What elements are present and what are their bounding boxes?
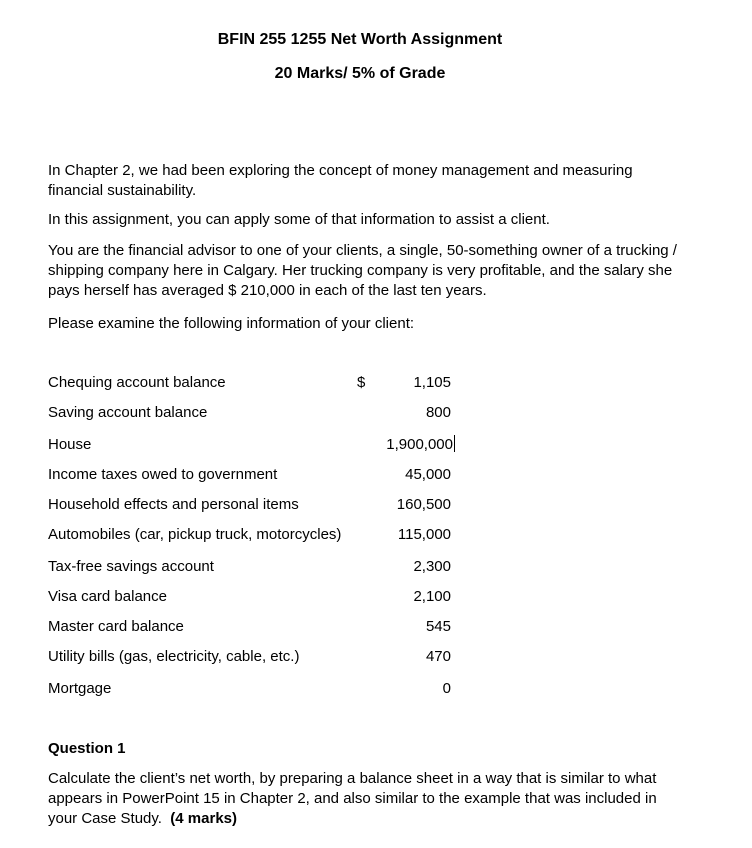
item-label-tfsa: Tax-free savings account: [48, 558, 214, 575]
item-label-house: House: [48, 436, 92, 453]
question-heading: Question 1: [48, 740, 126, 757]
item-label-saving: Saving account balance: [48, 404, 208, 421]
item-label-mortgage: Mortgage: [48, 680, 112, 697]
item-value-saving: 800: [425, 404, 451, 421]
assignment-paragraph: In this assignment, you can apply some of that information to assist a client.: [48, 211, 550, 228]
item-label-household-effects: Household effects and personal items: [48, 496, 299, 513]
question-marks: (4 marks): [170, 810, 237, 827]
item-value-household-effects: 160,500: [396, 496, 451, 513]
item-value-house-wrap: [386, 435, 455, 455]
item-value-utility-bills: 470: [425, 648, 451, 665]
item-value-income-taxes: 45,000: [405, 466, 451, 483]
item-value-mortgage: 0: [442, 680, 451, 697]
instruction-paragraph: Please examine the following information of your client:: [48, 315, 415, 332]
item-value-mastercard: 545: [425, 618, 451, 635]
item-value-chequing: 1,105: [413, 374, 451, 391]
currency-symbol: $: [357, 374, 366, 391]
item-label-utility-bills: Utility bills (gas, electricity, cable, etc.): [48, 648, 300, 665]
question-text: Calculate the client’s net worth, by preparing a balance sheet in a way that is similar to what appears in PowerPoint 15 in Chapter 2, and also similar to the example that was included in your Case Study.: [48, 770, 657, 827]
page-subtitle: 20 Marks/ 5% of Grade: [274, 65, 446, 82]
text-cursor-icon: [454, 435, 455, 452]
item-label-automobiles: Automobiles (car, pickup truck, motorcycles): [48, 526, 342, 543]
item-value-house: 1,900,000: [386, 436, 453, 453]
item-label-visa: Visa card balance: [48, 588, 167, 605]
item-value-tfsa: 2,300: [413, 558, 451, 575]
question-text-block: [48, 769, 678, 829]
item-value-visa: 2,100: [413, 588, 451, 605]
item-value-automobiles: 115,000: [397, 526, 451, 543]
item-label-chequing: Chequing account balance: [48, 374, 226, 391]
client-paragraph: You are the financial advisor to one of your clients, a single, 50-something owner of a trucking / shipping company here in Calgary. Her trucking company is very profitable, and the salary she pays herself has averaged $ 210,000 in each of the last ten years.: [48, 242, 677, 299]
item-label-income-taxes: Income taxes owed to government: [48, 466, 278, 483]
item-label-mastercard: Master card balance: [48, 618, 184, 635]
intro-paragraph: In Chapter 2, we had been exploring the concept of money management and measuring financial sustainability.: [48, 162, 633, 199]
page-title: BFIN 255 1255 Net Worth Assignment: [217, 31, 503, 48]
